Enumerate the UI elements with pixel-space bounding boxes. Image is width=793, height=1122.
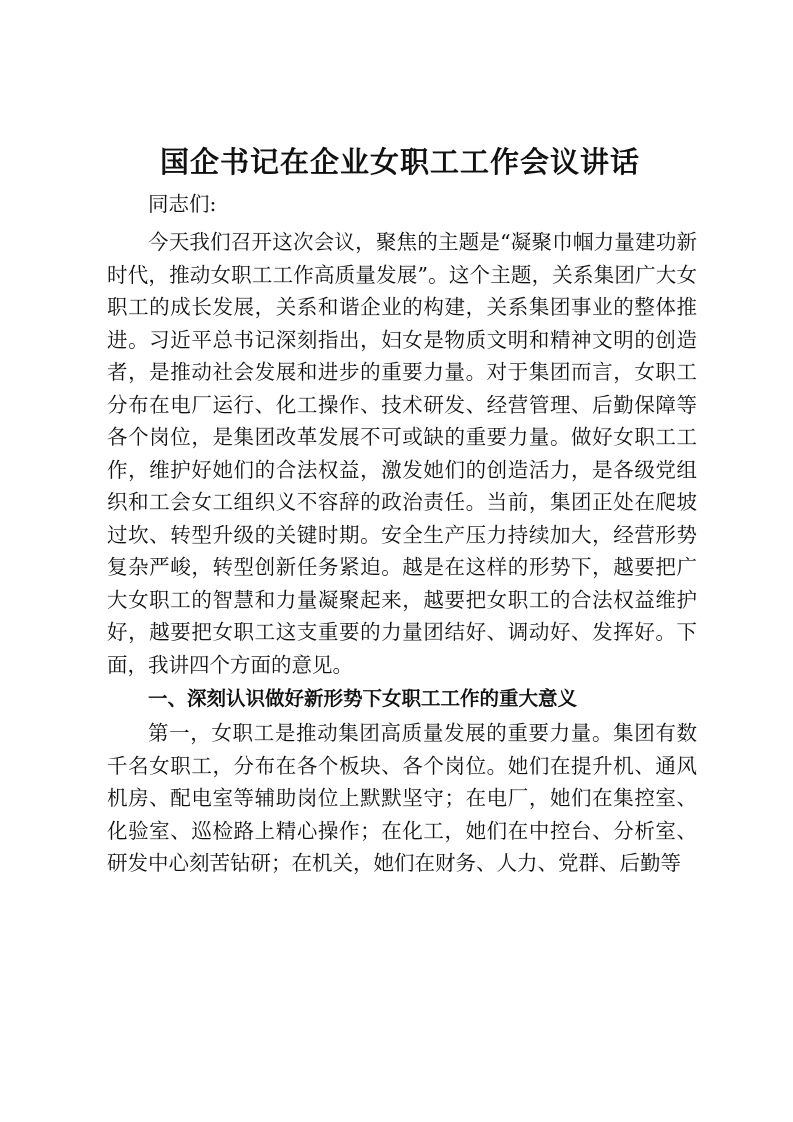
document-page — [107, 140, 697, 880]
document-title: 国企书记在企业女职工工作会议讲话 — [159, 145, 640, 179]
section-heading: 一、深刻认识做好新形势下女职工工作的重大意义 — [148, 687, 578, 710]
greeting: 同志们: — [148, 192, 217, 216]
paragraph-section-1: 第一，女职工是推动集团高质量发展的重要力量。集团有数千名女职工，分布在各个板块、各个岗位。她们在提升机、通风机房、配电室等辅助岗位上默默坚守；在电厂，她们在集控室、化验室、巡检路上精心操作；在化工，她们在中控台、分析室、研发中心刻苦钻研；在机关，她们在财务、人力、党群、后勤等 — [107, 721, 697, 875]
paragraph-intro: 今天我们召开这次会议，聚焦的主题是“凝聚巾帼力量建功新时代，推动女职工工作高质量发展”。这个主题，关系集团广大女职工的成长发展，关系和谐企业的构建，关系集团事业的整体推进。习近平总书记深刻指出，妇女是物质文明和精神文明的创造者，是推动社会发展和进步的重要力量。对于集团而言，女职工分布在电厂运行、化工操作、技术研发、经营管理、后勤保障等各个岗位，是集团改革发展不可或缺的重要力量。做好女职工工作，维护好她们的合法权益，激发她们的创造活力，是各级党组织和工会女工组织义不容辞的政治责任。当前，集团正处在爬坡过坎、转型升级的关键时期。安全生产压力持续加大，经营形势复杂严峻，转型创新任务紧迫。越是在这样的形势下，越要把广大女职工的智慧和力量凝聚起来，越要把女职工的合法权益维护好，越要把女职工这支重要的力量团结好、调动好、发挥好。下面，我讲四个方面的意见。 — [107, 230, 697, 677]
